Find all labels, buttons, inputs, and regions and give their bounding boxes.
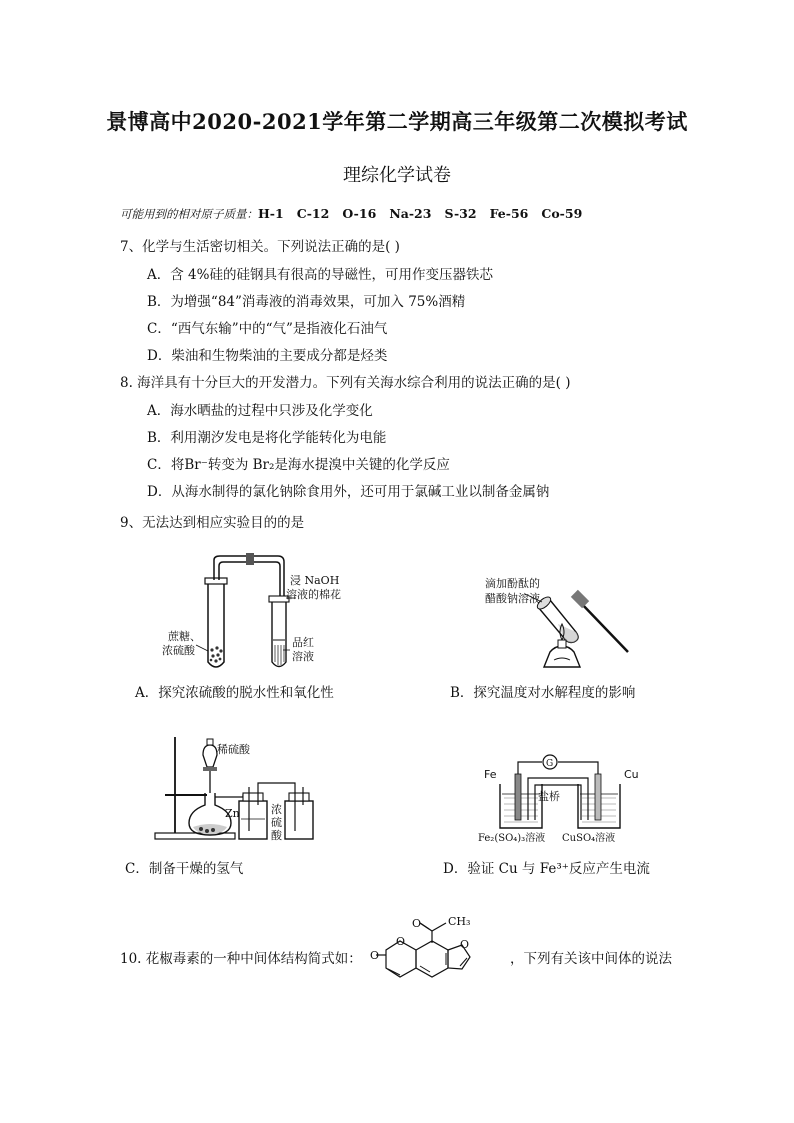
exp-b-label-naac: 醋酸钠溶液	[485, 592, 540, 605]
question-7-option-b: B．为增强“84”消毒液的消毒效果，可加入 75%酒精	[147, 294, 466, 310]
experiment-a-diagram	[150, 550, 370, 675]
experiment-a-caption: A．探究浓硫酸的脱水性和氧化性	[135, 685, 334, 701]
question-10-stem-post: ，下列有关该中间体的说法	[510, 951, 672, 967]
exp-c-label-conc: 浓	[271, 803, 282, 816]
question-9-stem: 9、无法达到相应实验目的的是	[120, 515, 305, 531]
question-10-stem-pre: 10. 花椒毒素的一种中间体结构简式如：	[120, 951, 362, 967]
question-7-option-a: A．含 4%硅的硅钢具有很高的导磁性，可用作变压器铁芯	[147, 267, 493, 283]
exp-c-label-acid: 酸	[271, 829, 282, 842]
exp-d-label-cu: Cu	[624, 768, 639, 781]
question-8-option-d: D．从海水制得的氯化钠除食用外，还可用于氯碱工业以制备金属钠	[147, 484, 550, 500]
structure-formula	[370, 905, 510, 995]
question-7-option-d: D．柴油和生物柴油的主要成分都是烃类	[147, 348, 388, 364]
atomic-masses-values: H-1 C-12 O-16 Na-23 S-32 Fe-56 Co-59	[258, 206, 583, 221]
exp-c-label-zn: Zn	[225, 807, 240, 820]
structure-o-lactone: O	[370, 949, 380, 962]
atomic-masses-label: 可能用到的相对原子质量：	[120, 207, 258, 221]
exp-b-label-phenol: 滴加酚酞的	[485, 577, 540, 590]
experiment-c-caption: C．制备干燥的氢气	[125, 861, 244, 877]
question-8-option-a: A．海水晒盐的过程中只涉及化学变化	[147, 403, 373, 419]
exp-a-label-pinkred: 品红	[292, 636, 314, 649]
structure-o-ring: O	[396, 935, 406, 948]
exp-d-label-fe2so43: Fe₂(SO₄)₃溶液	[478, 833, 546, 844]
exam-title: 景博高中2020-2021学年第二学期高三年级第二次模拟考试	[106, 109, 688, 134]
exp-a-label-solution: 溶液	[292, 650, 314, 663]
exp-a-label-cotton: 溶液的棉花	[286, 588, 341, 601]
experiment-d-caption: D．验证 Cu 与 Fe³⁺反应产生电流	[443, 861, 650, 877]
experiment-c-diagram	[145, 735, 345, 845]
experiment-b-caption: B．探究温度对水解程度的影响	[450, 685, 636, 701]
exp-d-label-g: G	[546, 759, 554, 769]
atomic-masses	[120, 206, 582, 222]
experiment-b-diagram	[480, 572, 650, 677]
structure-ch3: CH₃	[448, 915, 471, 928]
exp-d-label-salt-bridge: 盐桥	[538, 790, 560, 803]
question-7-option-c: C．“西气东输”中的“气”是指液化石油气	[147, 321, 388, 337]
exp-d-label-cuso4: CuSO₄溶液	[562, 833, 616, 844]
experiment-d-diagram	[478, 748, 658, 848]
exp-a-label-h2so4: 浓硫酸	[162, 644, 195, 657]
exp-a-label-naoh: 浸 NaOH	[290, 574, 340, 587]
question-7-stem: 7、化学与生活密切相关。下列说法正确的是( )	[120, 239, 400, 255]
question-8-option-c: C．将Br⁻转变为 Br₂是海水提溴中关键的化学反应	[147, 457, 450, 473]
exam-subtitle: 理综化学试卷	[343, 165, 451, 186]
question-8-stem: 8. 海洋具有十分巨大的开发潜力。下列有关海水综合利用的说法正确的是( )	[120, 375, 571, 391]
exp-d-label-fe: Fe	[484, 768, 497, 781]
exp-c-label-dilute-acid: 稀硫酸	[217, 743, 250, 756]
question-8-option-b: B．利用潮汐发电是将化学能转化为电能	[147, 430, 387, 446]
structure-o-carbonyl: O	[412, 917, 422, 930]
exp-c-label-sulfur: 硫	[271, 816, 282, 829]
exp-a-label-sucrose: 蔗糖、	[168, 630, 201, 643]
structure-o-furan: O	[460, 938, 470, 951]
